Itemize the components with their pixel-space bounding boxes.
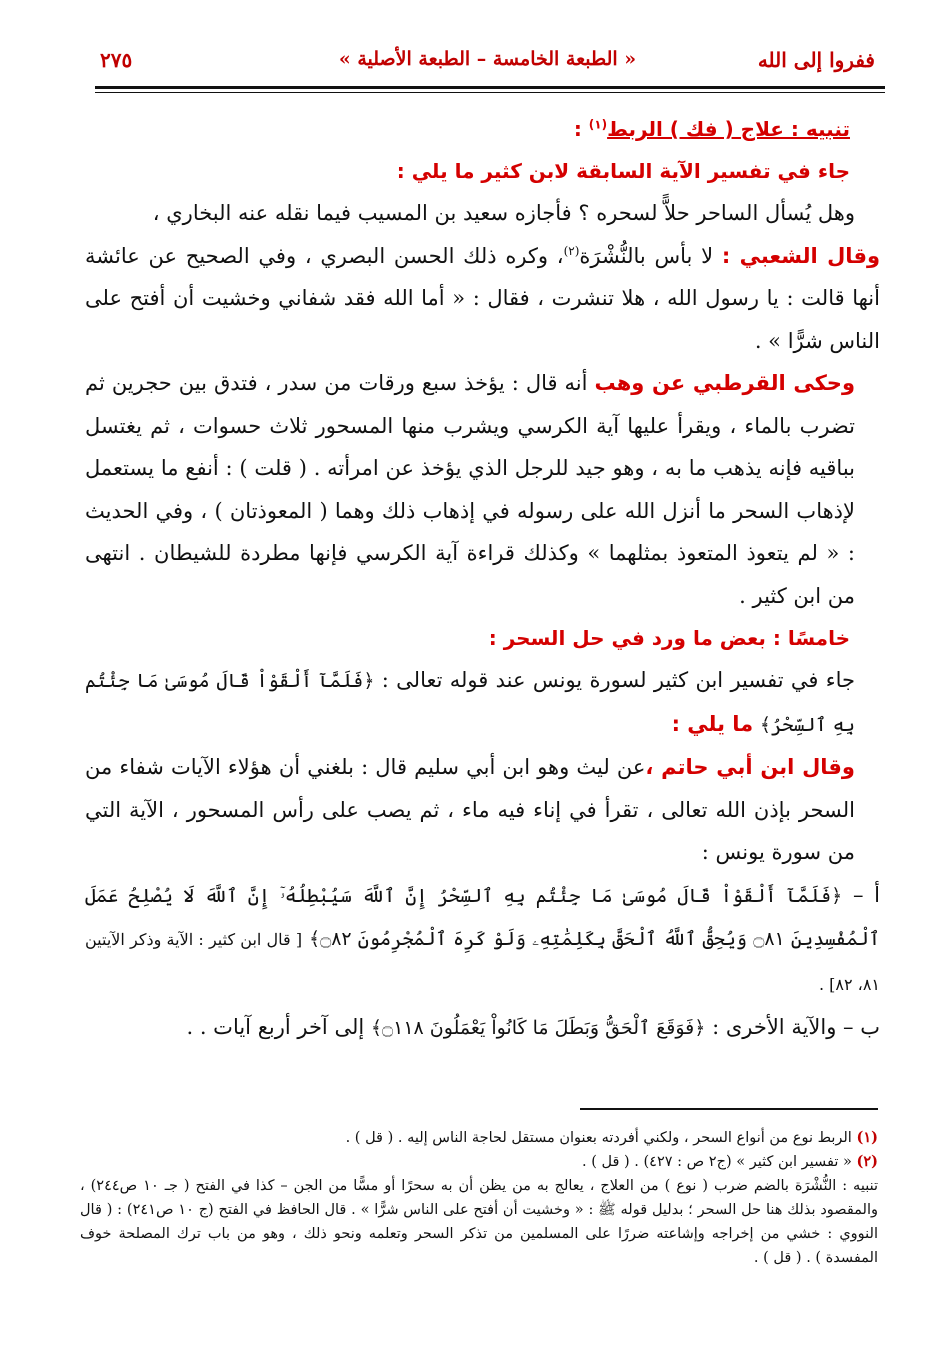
heading-fifth: خامسًا : بعض ما ورد في حل السحر :	[488, 626, 850, 650]
paragraph-4-text: عن ليث وهو ابن أبي سليم قال : بلغني أن هؤلاء الآيات شفاء من السحر بإذن الله تعالى ، تقرأ في إناء فيه ماء ، ثم يصب على رأس المسحور ، الآية التي من سورة يونس :	[85, 755, 855, 864]
paragraph-6-verse: ﴿فَوَقَعَ ٱلْحَقُّ وَبَطَلَ مَا كَانُواْ يَعْمَلُونَ ۝١١٨﴾	[370, 1017, 706, 1039]
heading-treatment-text: تنبيه : علاج ( فك ) الربط	[607, 117, 850, 141]
page-header	[100, 44, 875, 84]
paragraph-1-text-b: ، وكره ذلك الحسن البصري ، وفي الصحيح عن عائشة أنها قالت : يا رسول الله ، هلا تنشرت ، فقال : « أما الله فقد شفاني وخشيت أن أفتح على الناس شرًّا » .	[85, 243, 880, 353]
paragraph-4-lead: وقال ابن أبي حاتم ،	[645, 755, 855, 779]
heading-treatment	[85, 108, 880, 150]
footnote-2	[80, 1150, 878, 1174]
footnote-note: تنبيه : النُّشْرَة بالضم ضرب ( نوع ) من العلاج ، يعالج به من يظن أن به سحرًا أو مسًّا من الجن – كذا في الفتح ( جـ ١٠ ص٢٤٤) ، والمقصود بذلك هنا حل السحر ؛ بدليل قوله ﷺ : « وخشيت أن أفتح على الناس شرًّا » . قال الحافظ في الفتح (ج ١٠ ص٢٤١) : ( قال النووي : خشي من إخراجه وإشاعته ضررًا على المسلمين من تذكر السحر وتعلمه ونحو ذلك ، وهو من باب ترك المصلحة خوف المفسدة ) . ( قل ) .	[80, 1178, 879, 1266]
paragraph-3	[85, 659, 880, 746]
paragraph-2	[85, 362, 880, 617]
paragraph-6-text: إلى آخر أربع آيات . .	[186, 1015, 365, 1039]
paragraph-1-line-1: وهل يُسأل الساحر حلاًّ لسحره ؟ فأجازه سعيد بن المسيب فيما نقله عنه البخاري ،	[152, 201, 855, 225]
header-rule-thick	[95, 86, 885, 89]
paragraph-1-text-a: لا بأس بالنُّشْرَة	[579, 243, 722, 268]
footnote-1-number: (١)	[856, 1129, 878, 1146]
header-rule-thin	[95, 92, 885, 93]
paragraph-3-verse: ﴿فَلَمَّآ أَلْقَوْاْ قَالَ مُوسَىٰ مَا جِئْتُم بِهِ ٱلسِّحْرُ﴾	[85, 670, 855, 736]
footnote-divider	[580, 1108, 878, 1110]
paragraph-2-lead: وحكى القرطبي عن وهب	[594, 371, 855, 395]
paragraph-1-lead: وقال الشعبي :	[721, 243, 881, 268]
paragraph-5-label: أ –	[852, 882, 881, 907]
footnote-ref-2: (٢)	[563, 243, 580, 258]
paragraph-4	[85, 746, 880, 874]
paragraph-2-text: أنه قال : يؤخذ سبع ورقات من سدر ، فتدق بين حجرين ثم تضرب بالماء ، ويقرأ عليها آية الكرسي ويشرب منها المسحور ثلاث حسوات ، ثم يغتسل بباقيه فإنه يذهب ما به ، وهو جيد للرجل الذي يؤخذ عن امرأته . ( قلت ) : أنفع ما يستعمل لإذهاب السحر ما أنزل الله على رسوله في إذهاب ذلك وهما ( المعوذتان ) ، وفي الحديث : « لم يتعوذ المتعوذ بمثلهما » وكذلك قراءة آية الكرسي فإنها مطردة للشيطان . انتهى من ابن كثير .	[85, 371, 855, 608]
paragraph-5-verse: ﴿فَلَمَّآ أَلْقَوْاْ قَالَ مُوسَىٰ مَا جِئْتُم بِهِ ٱلسِّحْرُ إِنَّ ٱللَّهَ سَيُبْطِلُهُۥٓ إِنَّ ٱللَّهَ لَا يُصْلِحُ عَمَلَ ٱلْمُفْسِدِينَ ۝٨١ وَيُحِقُّ ٱللَّهُ ٱلْحَقَّ بِكَلِمَٰتِهِۦ وَلَوْ كَرِهَ ٱلْمُجْرِمُونَ ۝٨٢﴾	[85, 884, 880, 950]
footnote-1	[80, 1126, 878, 1150]
heading-ibn-kathir: جاء في تفسير الآية السابقة لابن كثير ما يلي :	[396, 159, 850, 183]
paragraph-3-tail: ما يلي :	[671, 711, 754, 736]
footnote-2-number: (٢)	[856, 1153, 878, 1170]
paragraph-3-text: جاء في تفسير ابن كثير لسورة يونس عند قوله تعالى :	[381, 668, 855, 692]
footnote-2-text: « تفسير ابن كثير » (ج٢ ص : ٤٢٧) . ( قل ) .	[582, 1154, 852, 1170]
page-number: ٢٧٥	[100, 48, 133, 72]
paragraph-1	[85, 235, 880, 363]
footnote-1-text: الربط نوع من أنواع السحر ، ولكني أفردته بعنوان مستقل لحاجة الناس إليه . ( قل ) .	[345, 1130, 852, 1146]
paragraph-5	[85, 874, 880, 1007]
paragraph-6	[85, 1006, 880, 1050]
paragraph-5-note: [ قال ابن كثير : الآية وذكر الآيتين ٨١، ٨٢] .	[85, 930, 880, 994]
footnote-ref-1: (١)	[588, 117, 608, 132]
footnotes	[80, 1126, 878, 1270]
edition-label: « الطبعة الخامسة – الطبعة الأصلية »	[338, 48, 637, 70]
main-text	[85, 108, 880, 1050]
heading-treatment-colon: :	[573, 117, 589, 141]
paragraph-6-label: ب – والآية الأخرى :	[712, 1015, 880, 1039]
book-title: ففروا إلى الله	[757, 48, 875, 72]
